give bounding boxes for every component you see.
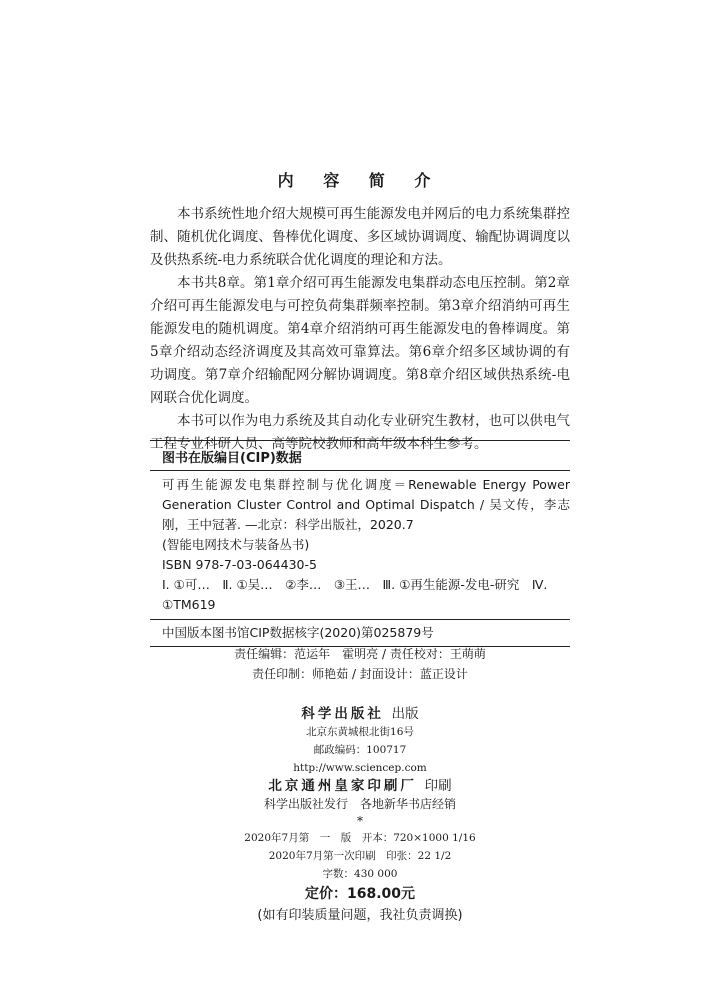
cip-data-block bbox=[150, 440, 570, 647]
quality-notice: (如有印装质量问题，我社负责调换) bbox=[257, 908, 463, 923]
cip-number: 中国版本图书馆CIP数据核字(2020)第025879号 bbox=[162, 625, 434, 640]
publisher-postcode: 邮政编码：100717 bbox=[313, 744, 407, 756]
summary-title: 内 容 简 介 bbox=[277, 171, 443, 190]
cip-heading: 图书在版编目(CIP)数据 bbox=[150, 440, 570, 470]
printer-line bbox=[0, 777, 720, 795]
summary-paragraph-3: 本书可以作为电力系统及其自动化专业研究生教材，也可以供电气工程专业科研人员、高等院校教师和高年级本科生参考。 bbox=[150, 413, 570, 452]
publisher-name: 科学出版社 bbox=[301, 706, 384, 722]
summary-paragraph-1: 本书系统性地介绍大规模可再生能源发电并网后的电力系统集群控制、随机优化调度、鲁棒优化调度、多区域协调调度、输配协调调度以及供热系统-电力系统联合优化调度的理论和方法。 bbox=[150, 206, 570, 268]
printer-suffix: 印刷 bbox=[424, 778, 452, 794]
editors-section bbox=[0, 644, 720, 684]
cip-isbn: ISBN 978-7-03-064430-5 bbox=[162, 557, 317, 572]
editors-line-1: 责任编辑：范运年 霍明亮 / 责任校对：王萌萌 bbox=[234, 647, 486, 661]
publisher-website: http://www.sciencep.com bbox=[293, 762, 427, 774]
separator-star: * bbox=[357, 814, 363, 828]
price: 定价：168.00元 bbox=[304, 886, 416, 902]
word-count: 字数：430 000 bbox=[322, 868, 398, 880]
printing-info: 2020年7月第一次印刷 印张：22 1/2 bbox=[268, 850, 452, 862]
publisher-name-line bbox=[0, 705, 720, 723]
cip-series: (智能电网技术与装备丛书) bbox=[162, 537, 310, 552]
distribution: 科学出版社发行 各地新华书店经销 bbox=[263, 797, 456, 811]
cip-entry: 可再生能源发电集群控制与优化调度＝Renewable Energy Power Generation Cluster Control and Optimal Dispatch / 吴文传，李志刚，王中冠著. —北京：科学出版社，2020.7 bbox=[162, 477, 570, 532]
printer-name: 北京通州皇家印刷厂 bbox=[268, 778, 417, 794]
cip-classification: Ⅰ. ①可… Ⅱ. ①吴… ②李… ③王… Ⅲ. ①再生能源-发电-研究 Ⅳ. ①TM619 bbox=[162, 577, 548, 612]
summary-section bbox=[150, 203, 570, 456]
editors-line-2: 责任印制：师艳茹 / 封面设计：蓝正设计 bbox=[252, 667, 468, 681]
edition-info: 2020年7月第 一 版 开本：720×1000 1/16 bbox=[244, 832, 476, 844]
publisher-address: 北京东黄城根北街16号 bbox=[306, 726, 414, 738]
publisher-name-suffix: 出版 bbox=[391, 706, 419, 722]
summary-paragraph-2: 本书共8章。第1章介绍可再生能源发电集群动态电压控制。第2章介绍可再生能源发电与可控负荷集群频率控制。第3章介绍消纳可再生能源发电的随机调度。第4章介绍消纳可再生能源发电的鲁棒调度。第5章介绍动态经济调度及其高效可靠算法。第6章介绍多区域协调的有功调度。第7章介绍输配网分解协调调度。第8章介绍区域供热系统-电网联合优化调度。 bbox=[150, 275, 570, 406]
publisher-section bbox=[0, 705, 720, 927]
